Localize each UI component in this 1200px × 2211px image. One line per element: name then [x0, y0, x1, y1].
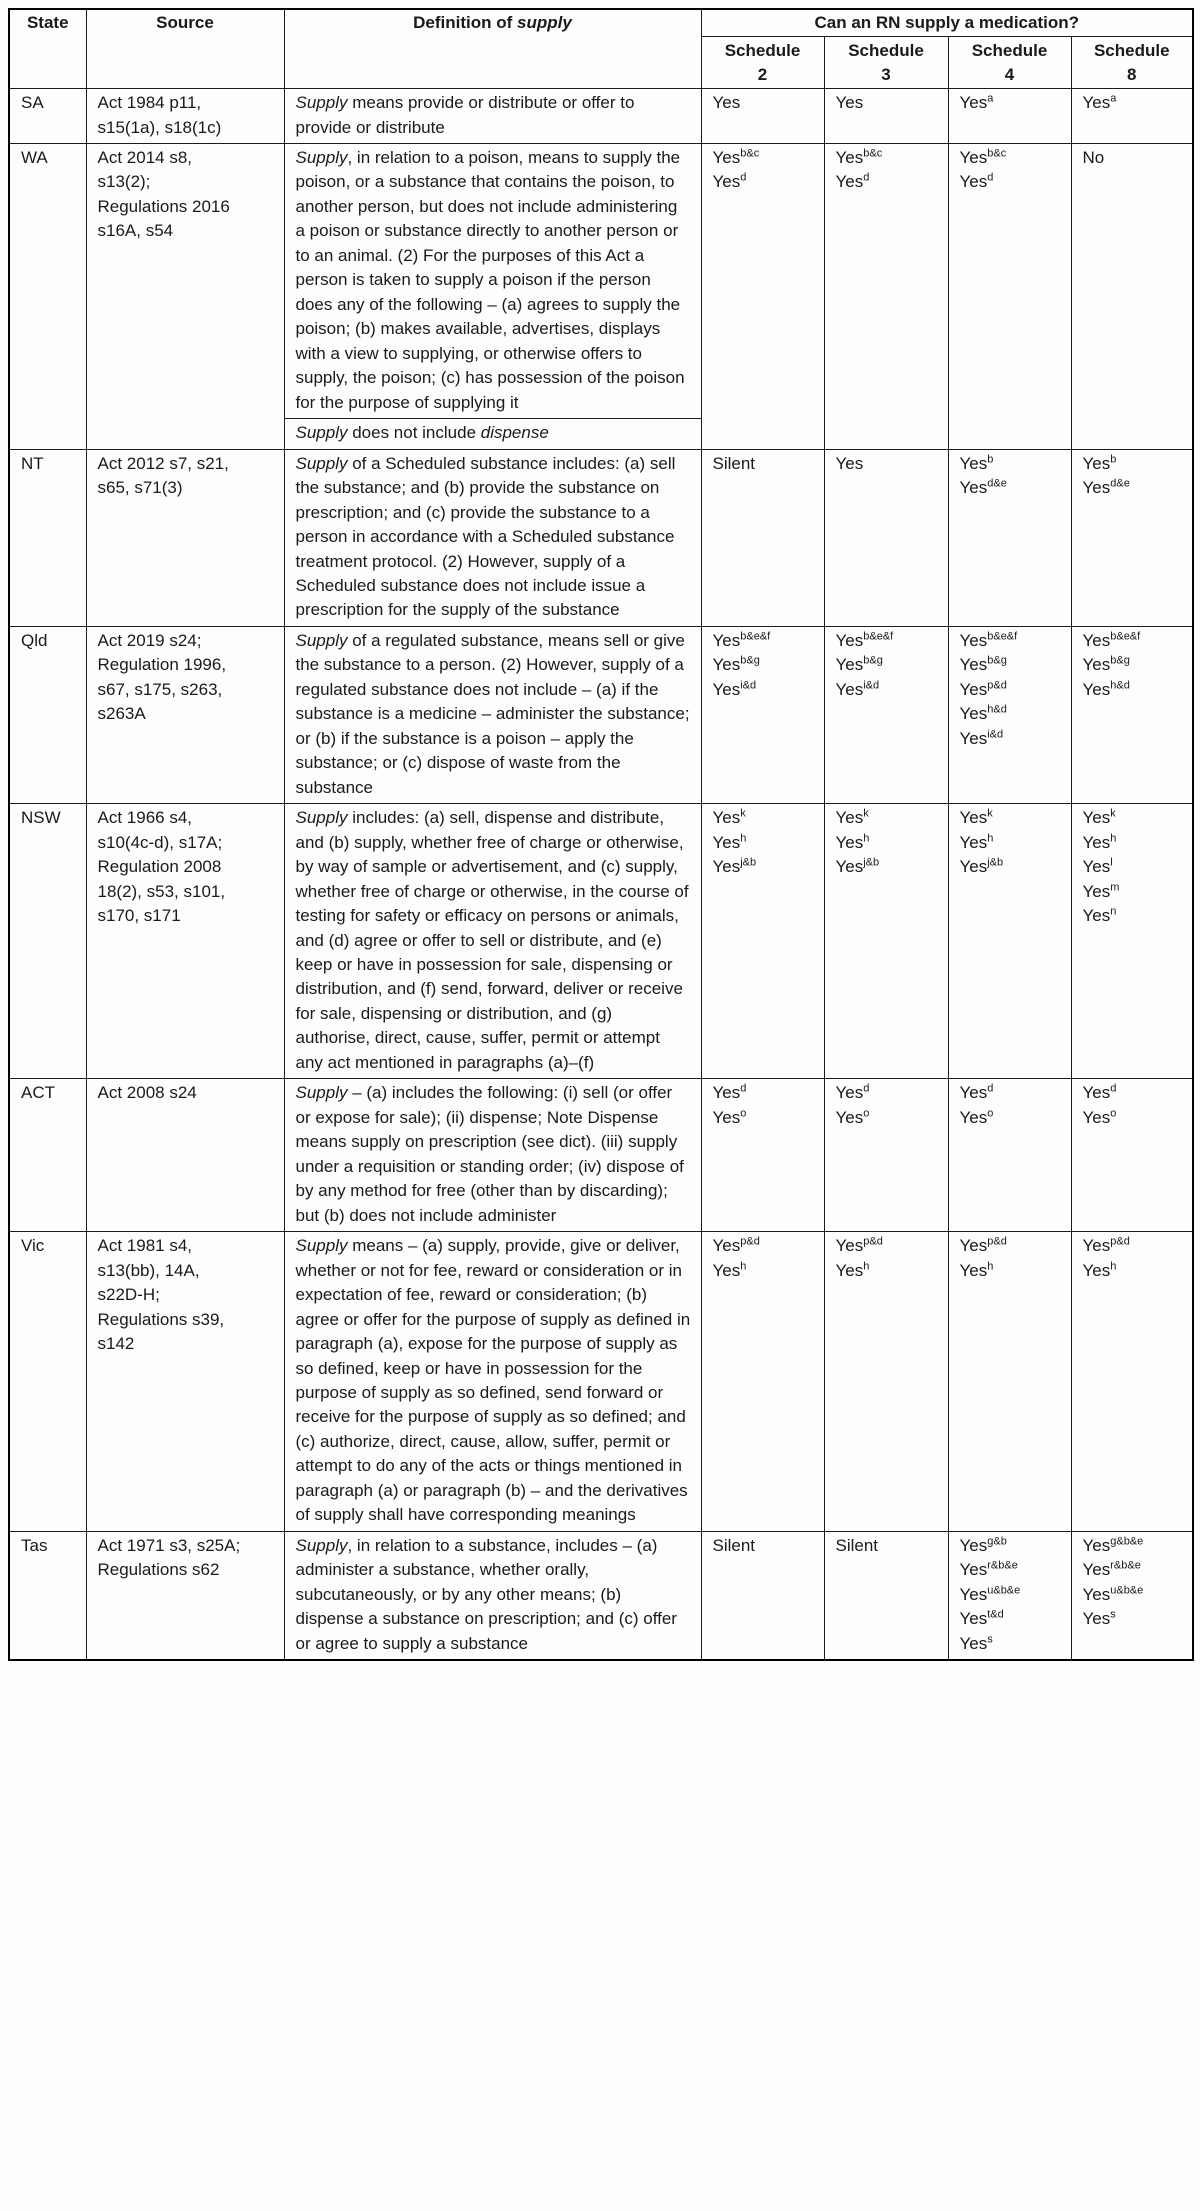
footnote-superscript: b&g [863, 654, 883, 667]
schedule-cell-s4 [948, 1531, 1071, 1660]
schedule-header-word: Schedule [971, 41, 1048, 61]
schedule-answer: Yes$^h$ [959, 832, 994, 852]
schedule-cell-s4 [948, 1232, 1071, 1532]
footnote-superscript: j&b [987, 856, 1004, 869]
definition-cell [284, 89, 701, 144]
table-row-tas [9, 1531, 1193, 1660]
col-header-schedule-2 [701, 37, 824, 89]
schedule-cell-s8 [1071, 1232, 1193, 1532]
definition-cell [284, 144, 701, 450]
source-line: s13(2); [97, 172, 151, 192]
footnote-superscript: l [1110, 856, 1113, 869]
schedule-answer: Yes$^o$ [1082, 1107, 1117, 1127]
definition-cell [284, 449, 701, 626]
schedule-answer: Yes$^{b\&g}$ [1082, 654, 1130, 675]
footnote-superscript: s [987, 1633, 993, 1645]
footnote-superscript: b [1110, 452, 1117, 465]
schedule-answer: Yes$^h$ [835, 832, 870, 852]
source-cell [86, 144, 284, 450]
footnote-superscript: u&b&e [987, 1584, 1021, 1597]
footnote-superscript: i&d [863, 679, 880, 692]
schedule-answer: Yes [835, 453, 864, 473]
footnote-superscript: a [987, 92, 994, 105]
schedule-answer: Yes$^s$ [959, 1633, 993, 1653]
source-line: Act 2014 s8, [97, 148, 193, 167]
table-body [9, 89, 1193, 1661]
source-line: Regulations 2016 [97, 196, 230, 216]
schedule-answer: Yes$^h$ [712, 832, 747, 852]
col-header-schedule-4 [948, 37, 1071, 89]
col-header-definition [284, 9, 701, 89]
definition-cell [284, 1079, 701, 1232]
schedule-answer: Yes$^{b\&c}$ [712, 147, 760, 167]
schedule-header-number: 4 [1004, 65, 1015, 85]
footnote-superscript: r&b&e [987, 1559, 1018, 1572]
footnote-superscript: p&d [987, 1235, 1007, 1248]
footnote-superscript: j&b [863, 856, 880, 869]
footnote-superscript: j&b [740, 856, 757, 869]
footnote-superscript: d [740, 1082, 747, 1095]
footnote-superscript: b&c [740, 147, 760, 160]
schedule-answer: Yes$^d$ [959, 1082, 994, 1103]
table-row-vic [9, 1232, 1193, 1532]
schedule-cell-s8 [1071, 144, 1193, 450]
schedule-cell-s2 [701, 144, 824, 450]
schedule-cell-s4 [948, 89, 1071, 144]
state-cell: Qld [9, 626, 86, 803]
footnote-superscript: b&c [863, 147, 883, 160]
footnote-superscript: i&d [987, 728, 1004, 741]
footnote-superscript: a [1110, 92, 1117, 105]
schedule-header-number: 8 [1127, 65, 1137, 85]
footnote-superscript: h [1110, 1259, 1117, 1272]
schedule-answer: Yes$^{j\&b}$ [959, 856, 1004, 877]
schedule-cell-s2 [701, 804, 824, 1079]
schedule-answer: Yes$^{u\&b\&e}$ [1082, 1584, 1144, 1604]
header-row-top [9, 9, 1193, 37]
footnote-superscript: b&e&f [987, 630, 1018, 643]
table-row-act [9, 1079, 1193, 1232]
definition-header-prefix: Definition of [413, 13, 518, 32]
schedule-answer: Yes$^{j\&b}$ [835, 856, 880, 877]
schedule-cell-s3 [824, 144, 948, 450]
source-line: s263A [97, 704, 146, 724]
footnote-superscript: g&b&e [1110, 1535, 1144, 1548]
footnote-superscript: r&b&e [1110, 1559, 1141, 1572]
source-cell [86, 1079, 284, 1232]
source-line: Regulations s39, [97, 1309, 225, 1329]
schedule-answer: Yes$^s$ [1082, 1608, 1116, 1629]
rn-supply-table [8, 8, 1194, 1661]
footnote-superscript: b [987, 452, 994, 465]
source-line: s65, s71(3) [97, 478, 183, 498]
schedule-answer: Yes$^o$ [712, 1107, 747, 1127]
source-cell [86, 804, 284, 1079]
schedule-answer: Yes$^{h\&d}$ [1082, 679, 1130, 699]
schedule-answer: Yes$^{b\&e\&f}$ [1082, 630, 1141, 650]
schedule-header-word: Schedule [848, 41, 924, 61]
schedule-answer: Yes$^o$ [959, 1107, 994, 1127]
schedule-answer: Yes$^k$ [712, 807, 746, 828]
table-row-sa [9, 89, 1193, 144]
schedule-answer: Yes$^{b\&g}$ [712, 654, 760, 675]
state-cell: ACT [9, 1079, 86, 1232]
source-line: s15(1a), s18(1c) [97, 117, 222, 137]
schedule-answer: Yes$^m$ [1082, 880, 1120, 901]
schedule-answer: Silent [712, 453, 756, 473]
footnote-superscript: b&g [740, 654, 760, 667]
schedule-cell-s8 [1071, 626, 1193, 803]
footnote-superscript: h [987, 832, 994, 844]
schedule-answer: Yes$^o$ [835, 1107, 870, 1127]
source-line: s67, s175, s263, [97, 679, 223, 699]
source-line: Act 2012 s7, s21, [97, 453, 229, 473]
col-header-schedule-8 [1071, 37, 1193, 89]
definition-text: Supply means – (a) supply, provide, give or deliver, whether or not for fee, reward or consideration or in expectation of fee, reward or consideration; (b) agree or offer for the purpose of supply as defined in paragraph (a), expose for the purpose of supply as so defined, keep or have in possession for the purpose of supply as so defined, send forward or receive for the purpose of supply as so defined; and (c) authorize, direct, cause, allow, suffer, permit or attempt to do any of the acts or things mentioned in paragraph (a) or paragraph (b) – and the derivatives of supply shall have corresponding meanings [295, 1236, 691, 1525]
schedule-cell-s4 [948, 144, 1071, 450]
schedule-header-number: 2 [757, 65, 768, 85]
schedule-answer: Yes$^h$ [1082, 1259, 1117, 1280]
schedule-answer: Yes$^{t\&d}$ [959, 1608, 1004, 1629]
footnote-superscript: h [740, 832, 747, 844]
schedule-answer: Yes$^{p\&d}$ [712, 1235, 760, 1256]
schedule-cell-s4 [948, 1079, 1071, 1232]
schedule-answer: Yes$^{i\&d}$ [712, 679, 757, 699]
source-cell [86, 1531, 284, 1660]
schedule-answer: Yes$^{b\&e\&f}$ [959, 630, 1018, 650]
schedule-answer: Yes$^n$ [1082, 905, 1117, 926]
source-cell [86, 626, 284, 803]
footnote-superscript: d&e [1110, 477, 1130, 490]
schedule-answer: Yes$^a$ [1082, 92, 1117, 113]
source-line: s142 [97, 1334, 135, 1354]
table-row-qld [9, 626, 1193, 803]
schedule-answer: Yes$^{d\&e}$ [959, 477, 1007, 498]
definition-cell [284, 626, 701, 803]
source-line: Regulations s62 [97, 1560, 220, 1580]
footnote-superscript: u&b&e [1110, 1584, 1144, 1597]
schedule-cell-s3 [824, 1531, 948, 1660]
source-cell [86, 449, 284, 626]
source-line: Regulation 2008 [97, 857, 222, 877]
footnote-superscript: d [1110, 1082, 1117, 1095]
schedule-answer: Yes$^{b\&g}$ [959, 654, 1007, 675]
source-line: s170, s171 [97, 906, 181, 926]
col-header-rn-question: Can an RN supply a medication? [701, 9, 1193, 37]
footnote-superscript: o [740, 1107, 747, 1120]
source-line: Act 1981 s4, [97, 1236, 193, 1256]
schedule-answer: Yes$^{b\&e\&f}$ [835, 630, 894, 650]
footnote-superscript: b&e&f [740, 630, 771, 643]
schedule-answer: Yes$^{i\&d}$ [959, 728, 1004, 748]
schedule-answer: Silent [835, 1535, 879, 1555]
schedule-answer: Yes$^{b\&e\&f}$ [712, 630, 771, 650]
footnote-superscript: b&g [987, 654, 1007, 667]
schedule-answer: Yes$^{p\&d}$ [1082, 1235, 1130, 1256]
col-header-state: State [9, 9, 86, 89]
schedule-answer: Yes$^k$ [1082, 807, 1116, 828]
schedule-answer: Yes$^d$ [1082, 1082, 1117, 1103]
footnote-superscript: h [863, 832, 870, 844]
schedule-cell-s4 [948, 449, 1071, 626]
footnote-superscript: m [1110, 880, 1120, 893]
schedule-answer: Yes$^{r\&b\&e}$ [959, 1559, 1018, 1580]
schedule-answer: Yes$^b$ [1082, 452, 1117, 473]
footnote-superscript: t&d [987, 1608, 1004, 1621]
schedule-answer: Yes$^a$ [959, 92, 994, 113]
footnote-superscript: d [987, 1082, 994, 1095]
state-cell: NSW [9, 804, 86, 1079]
schedule-answer: Yes$^{j\&b}$ [712, 856, 757, 877]
footnote-superscript: h [987, 1259, 994, 1272]
table-row-nt [9, 449, 1193, 626]
footnote-superscript: d&e [987, 477, 1007, 490]
schedule-answer: Yes$^h$ [1082, 832, 1117, 852]
footnote-superscript: b&g [1110, 654, 1130, 667]
schedule-cell-s3 [824, 89, 948, 144]
schedule-answer: Yes$^b$ [959, 452, 994, 473]
footnote-superscript: d [863, 1082, 870, 1095]
definition-text: Supply does not include dispense [285, 418, 701, 448]
footnote-superscript: n [1110, 905, 1117, 918]
source-line: s22D-H; [97, 1285, 160, 1305]
footnote-superscript: d [987, 171, 994, 184]
source-line: 18(2), s53, s101, [97, 881, 226, 901]
schedule-answer: Yes$^{g\&b}$ [959, 1535, 1007, 1555]
source-cell [86, 1232, 284, 1532]
footnote-superscript: h [863, 1259, 870, 1272]
schedule-answer: Yes$^{p\&d}$ [959, 679, 1007, 699]
schedule-answer: Yes$^d$ [712, 1082, 747, 1103]
schedule-header-word: Schedule [724, 41, 801, 61]
schedule-answer: Yes$^h$ [959, 1259, 994, 1280]
schedule-answer: Yes$^{b\&c}$ [835, 147, 883, 167]
state-cell: NT [9, 449, 86, 626]
schedule-answer: Silent [712, 1535, 756, 1555]
schedule-cell-s3 [824, 804, 948, 1079]
source-line: Act 1966 s4, [97, 808, 193, 828]
definition-cell [284, 804, 701, 1079]
source-line: s10(4c-d), s17A; [97, 832, 223, 852]
definition-text: Supply, in relation to a substance, includes – (a) administer a substance, whether orally, subcutaneously, or by any other means; (b) dispense a substance on prescription; and (c) offer or agree to supply a substance [295, 1535, 677, 1653]
footnote-superscript: p&d [740, 1235, 760, 1248]
footnote-superscript: i&d [740, 679, 757, 692]
schedule-answer: Yes$^{h\&d}$ [959, 703, 1007, 724]
schedule-answer: Yes$^{r\&b\&e}$ [1082, 1559, 1141, 1580]
footnote-superscript: p&d [987, 679, 1007, 692]
schedule-cell-s2 [701, 1232, 824, 1532]
schedule-cell-s2 [701, 449, 824, 626]
footnote-superscript: k [987, 807, 993, 820]
footnote-superscript: p&d [1110, 1235, 1130, 1248]
definition-text: Supply – (a) includes the following: (i) sell (or offer or expose for sale); (ii) dispense; Note Dispense means supply on prescription (see dict). (iii) supply under a requisition or standing order; (iv) dispose of by any method for free (other than by discarding); but (b) does not include administer [295, 1083, 684, 1225]
schedule-header-word: Schedule [1093, 41, 1170, 61]
schedule-cell-s3 [824, 1079, 948, 1232]
schedule-cell-s8 [1071, 449, 1193, 626]
state-cell: Vic [9, 1232, 86, 1532]
footnote-superscript: k [863, 807, 869, 820]
schedule-answer: Yes$^d$ [712, 171, 747, 192]
schedule-cell-s3 [824, 449, 948, 626]
schedule-cell-s8 [1071, 89, 1193, 144]
definition-text: Supply includes: (a) sell, dispense and distribute, and (b) supply, whether free of charge or otherwise, by way of sample or advertisement, and (c) supply, whether free of charge or otherwise, in the course of testing for safety or efficacy on persons or animals, and (d) agree or offer to sell or distribute, and (e) keep or have in possession for sale, dispensing or distribution, and (f) send, forward, deliver or receive for sale, dispensing or distribution, and (g) authorise, direct, cause, suffer, permit or attempt any act mentioned in paragraphs (a)–(f) [295, 808, 689, 1072]
definition-text: Supply of a Scheduled substance includes: (a) sell the substance; and (b) provide the substance on prescription; and (c) provide the substance to a person in accordance with a Scheduled substance treatment protocol. (2) However, supply of a Scheduled substance does not include issue a prescription for the supply of the substance [295, 453, 676, 620]
footnote-superscript: h [1110, 832, 1117, 844]
schedule-cell-s4 [948, 626, 1071, 803]
footnote-superscript: k [1110, 807, 1116, 820]
schedule-answer: Yes$^h$ [835, 1259, 870, 1280]
footnote-superscript: b&c [987, 147, 1007, 160]
schedule-answer: Yes [835, 93, 864, 113]
footnote-superscript: k [740, 807, 746, 820]
schedule-header-number: 3 [881, 65, 891, 85]
schedule-answer: Yes$^{i\&d}$ [835, 679, 880, 699]
footnote-superscript: p&d [863, 1235, 883, 1248]
source-line: Act 1984 p11, [97, 93, 202, 113]
table-row-wa [9, 144, 1193, 450]
source-line: s16A, s54 [97, 221, 174, 241]
schedule-cell-s4 [948, 804, 1071, 1079]
schedule-cell-s2 [701, 1531, 824, 1660]
state-cell: SA [9, 89, 86, 144]
footnote-superscript: h&d [1110, 679, 1130, 692]
schedule-cell-s2 [701, 89, 824, 144]
col-header-source: Source [86, 9, 284, 89]
schedule-cell-s8 [1071, 1079, 1193, 1232]
table-row-nsw [9, 804, 1193, 1079]
schedule-answer: Yes$^{p\&d}$ [835, 1235, 883, 1256]
definition-cell [284, 1232, 701, 1532]
definition-cell [284, 1531, 701, 1660]
footnote-superscript: b&e&f [1110, 630, 1141, 643]
schedule-answer: Yes$^k$ [835, 807, 869, 828]
definition-text: Supply, in relation to a poison, means to supply the poison, or a substance that contains the poison, to another person, but does not include administering a poison or substance directly to another person or to an animal. (2) For the purposes of this Act a person is taken to supply a poison if the person does any of the following – (a) agrees to supply the poison; (b) makes available, advertises, displays with a view to supplying, or otherwise offers to supply, the poison; (c) has possession of the poison for the purpose of supplying it [295, 148, 685, 412]
schedule-answer: Yes$^{g\&b\&e}$ [1082, 1535, 1144, 1555]
footnote-superscript: h [740, 1259, 747, 1272]
state-cell: WA [9, 144, 86, 450]
schedule-answer: Yes$^l$ [1082, 856, 1113, 877]
footnote-superscript: d [740, 171, 747, 184]
footnote-superscript: o [1110, 1107, 1117, 1120]
col-header-schedule-3 [824, 37, 948, 89]
footnote-superscript: o [863, 1107, 870, 1120]
schedule-answer: No [1082, 148, 1105, 167]
schedule-answer: Yes$^{p\&d}$ [959, 1235, 1007, 1256]
schedule-cell-s2 [701, 1079, 824, 1232]
schedule-cell-s3 [824, 1232, 948, 1532]
footnote-superscript: s [1110, 1608, 1116, 1621]
footnote-superscript: d [863, 171, 870, 184]
definition-text: Supply means provide or distribute or offer to provide or distribute [295, 93, 635, 137]
schedule-answer: Yes$^k$ [959, 807, 993, 828]
source-line: Act 2019 s24; [97, 630, 202, 650]
definition-text: Supply of a regulated substance, means sell or give the substance to a person. (2) However, supply of a regulated substance does not include – (a) if the substance is a medicine – administer the substance; or (b) if the substance is a poison – apply the substance; or (c) dispose of waste from the substance [295, 630, 690, 797]
schedule-cell-s8 [1071, 1531, 1193, 1660]
schedule-answer: Yes$^d$ [959, 171, 994, 192]
footnote-superscript: b&e&f [863, 630, 894, 643]
schedule-answer: Yes$^d$ [835, 1082, 870, 1103]
footnote-superscript: o [987, 1107, 994, 1120]
footnote-superscript: g&b [987, 1535, 1007, 1548]
schedule-cell-s8 [1071, 804, 1193, 1079]
schedule-answer: Yes$^{d\&e}$ [1082, 477, 1130, 498]
footnote-superscript: h&d [987, 703, 1007, 716]
schedule-cell-s2 [701, 626, 824, 803]
schedule-answer: Yes$^{b\&g}$ [835, 654, 883, 675]
source-cell [86, 89, 284, 144]
schedule-answer: Yes [712, 93, 741, 113]
definition-header-italic-word: supply [517, 13, 572, 32]
schedule-answer: Yes$^{b\&c}$ [959, 147, 1007, 167]
source-line: Act 2008 s24 [97, 1083, 197, 1103]
schedule-answer: Yes$^d$ [835, 171, 870, 192]
source-line: Regulation 1996, [97, 655, 227, 675]
source-line: s13(bb), 14A, [97, 1260, 200, 1280]
schedule-answer: Yes$^h$ [712, 1259, 747, 1280]
schedule-answer: Yes$^{u\&b\&e}$ [959, 1584, 1021, 1604]
table-header [9, 9, 1193, 89]
schedule-cell-s3 [824, 626, 948, 803]
source-line: Act 1971 s3, s25A; [97, 1535, 241, 1555]
state-cell: Tas [9, 1531, 86, 1660]
